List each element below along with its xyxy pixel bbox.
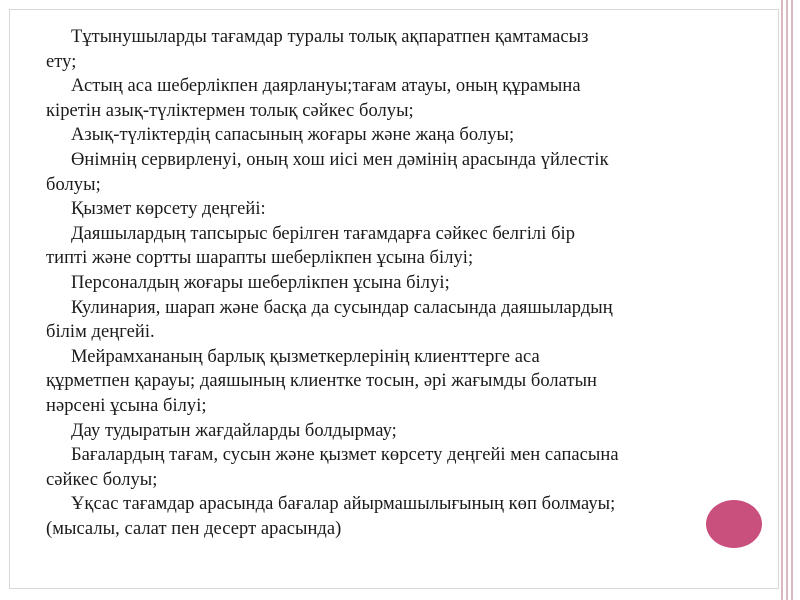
text-line: құрметпен қарауы; даяшының клиентке тосын, әрі жағымды болатын [46, 371, 598, 392]
text-line: нәрсені ұсына білуі; [46, 395, 207, 416]
text-line: Бағалардың тағам, сусын және қызмет көрсету деңгейі мен сапасына [71, 445, 619, 466]
text-line: кіретін азық-түліктермен толық сәйкес болуы; [46, 100, 414, 121]
text-line: Кулинария, шарап және басқа да сусындар саласында даяшылардың [71, 297, 613, 318]
text-line: Өнімнің сервирленуі, оның хош иісі мен дәмінің арасында үйлестік [71, 149, 609, 170]
text-line: Дау тудыратын жағдайларды болдырмау; [71, 420, 397, 441]
text-line: ету; [46, 51, 77, 72]
text-line: білім деңгейі. [46, 322, 155, 343]
decorative-side-rule [786, 0, 788, 600]
text-line: Ұқсас тағамдар арасында бағалар айырмашылығының көп болмауы; [71, 494, 616, 515]
text-line: Тұтынушыларды тағамдар туралы толық ақпаратпен қамтамасыз [71, 27, 589, 47]
slide-body-text [46, 25, 726, 541]
text-line: Астың аса шеберлікпен даярлануы;тағам атауы, оның құрамына [71, 76, 581, 97]
decorative-side-rule [781, 0, 783, 600]
text-line: (мысалы, салат пен десерт арасында) [46, 518, 342, 539]
text-line: Қызмет көрсету деңгейі: [71, 199, 266, 220]
text-line: болуы; [46, 174, 101, 195]
text-line: Персоналдың жоғары шеберлікпен ұсына білуі; [71, 272, 450, 293]
text-line: сәйкес болуы; [46, 469, 158, 490]
decorative-circle [706, 500, 762, 548]
decorative-side-rule [791, 0, 793, 600]
text-line: Азық-түліктердің сапасының жоғары және жаңа болуы; [71, 125, 515, 146]
text-line: Мейрамхананың барлық қызметкерлерінің клиенттерге аса [71, 346, 540, 367]
text-line: типті және сортты шарапты шеберлікпен ұсына білуі; [46, 248, 474, 269]
text-line: Даяшылардың тапсырыс берілген тағамдарға сәйкес белгілі бір [71, 223, 576, 244]
